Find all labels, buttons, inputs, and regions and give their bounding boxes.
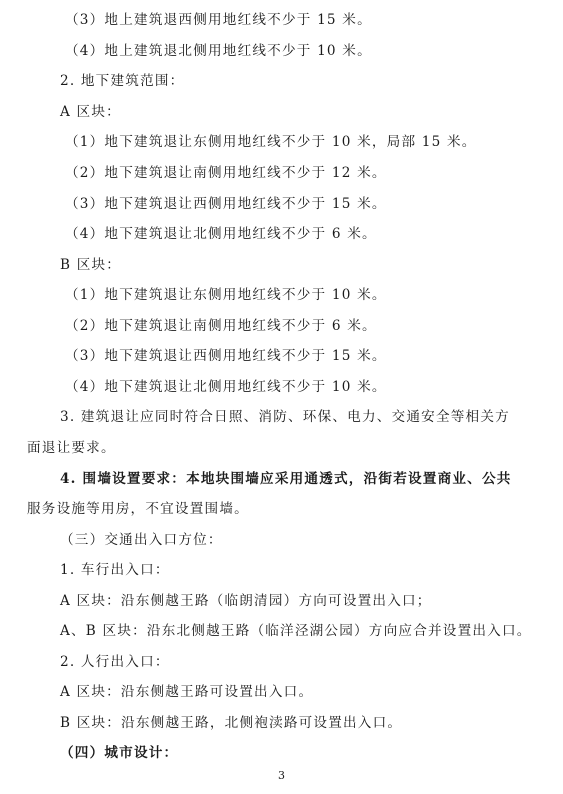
paragraph-wall-requirements: 4. 围墙设置要求：本地块围墙应采用通透式，沿街若设置商业、公共 bbox=[60, 471, 512, 487]
paragraph-setback-requirements: 3. 建筑退让应同时符合日照、消防、环保、电力、交通安全等相关方 bbox=[60, 409, 510, 425]
paragraph-setback-requirements-continued: 面退让要求。 bbox=[27, 440, 116, 456]
text-line-pedestrian-b: B 区块：沿东侧越王路，北侧袍渎路可设置出入口。 bbox=[60, 715, 403, 731]
text-line-b-south: （2）地下建筑退让南侧用地红线不少于 6 米。 bbox=[65, 318, 377, 334]
subheading-pedestrian-access: 2. 人行出入口： bbox=[60, 654, 170, 670]
subheading-vehicle-access: 1. 车行出入口： bbox=[60, 562, 170, 578]
section-heading-urban-design: （四）城市设计： bbox=[60, 745, 179, 761]
text-line-b-east: （1）地下建筑退让东侧用地红线不少于 10 米。 bbox=[65, 287, 387, 303]
text-line-b-north: （4）地下建筑退让北侧用地红线不少于 10 米。 bbox=[65, 379, 387, 395]
text-line-a-west: （3）地下建筑退让西侧用地红线不少于 15 米。 bbox=[65, 196, 387, 212]
section-heading-underground-range: 2. 地下建筑范围： bbox=[60, 73, 185, 89]
text-line-north-setback: （4）地上建筑退北侧用地红线不少于 10 米。 bbox=[65, 43, 372, 59]
section-heading-traffic-access: （三）交通出入口方位： bbox=[60, 532, 223, 548]
block-a-heading: A 区块： bbox=[60, 104, 121, 120]
text-line-west-setback: （3）地上建筑退西侧用地红线不少于 15 米。 bbox=[65, 12, 372, 28]
text-line-pedestrian-a: A 区块：沿东侧越王路可设置出入口。 bbox=[60, 684, 314, 700]
text-line-a-east: （1）地下建筑退让东侧用地红线不少于 10 米，局部 15 米。 bbox=[65, 134, 477, 150]
text-line-b-west: （3）地下建筑退让西侧用地红线不少于 15 米。 bbox=[65, 348, 387, 364]
text-line-vehicle-ab: A、B 区块：沿东北侧越王路（临洋泾湖公园）方向应合并设置出入口。 bbox=[60, 623, 532, 639]
paragraph-wall-requirements-continued: 服务设施等用房，不宜设置围墙。 bbox=[27, 501, 249, 517]
text-line-a-north: （4）地下建筑退让北侧用地红线不少于 6 米。 bbox=[65, 226, 377, 242]
text-line-vehicle-a: A 区块：沿东侧越王路（临朗清园）方向可设置出入口； bbox=[60, 593, 432, 609]
page-number: 3 bbox=[278, 769, 285, 782]
block-b-heading: B 区块： bbox=[60, 257, 122, 273]
text-line-a-south: （2）地下建筑退让南侧用地红线不少于 12 米。 bbox=[65, 165, 387, 181]
